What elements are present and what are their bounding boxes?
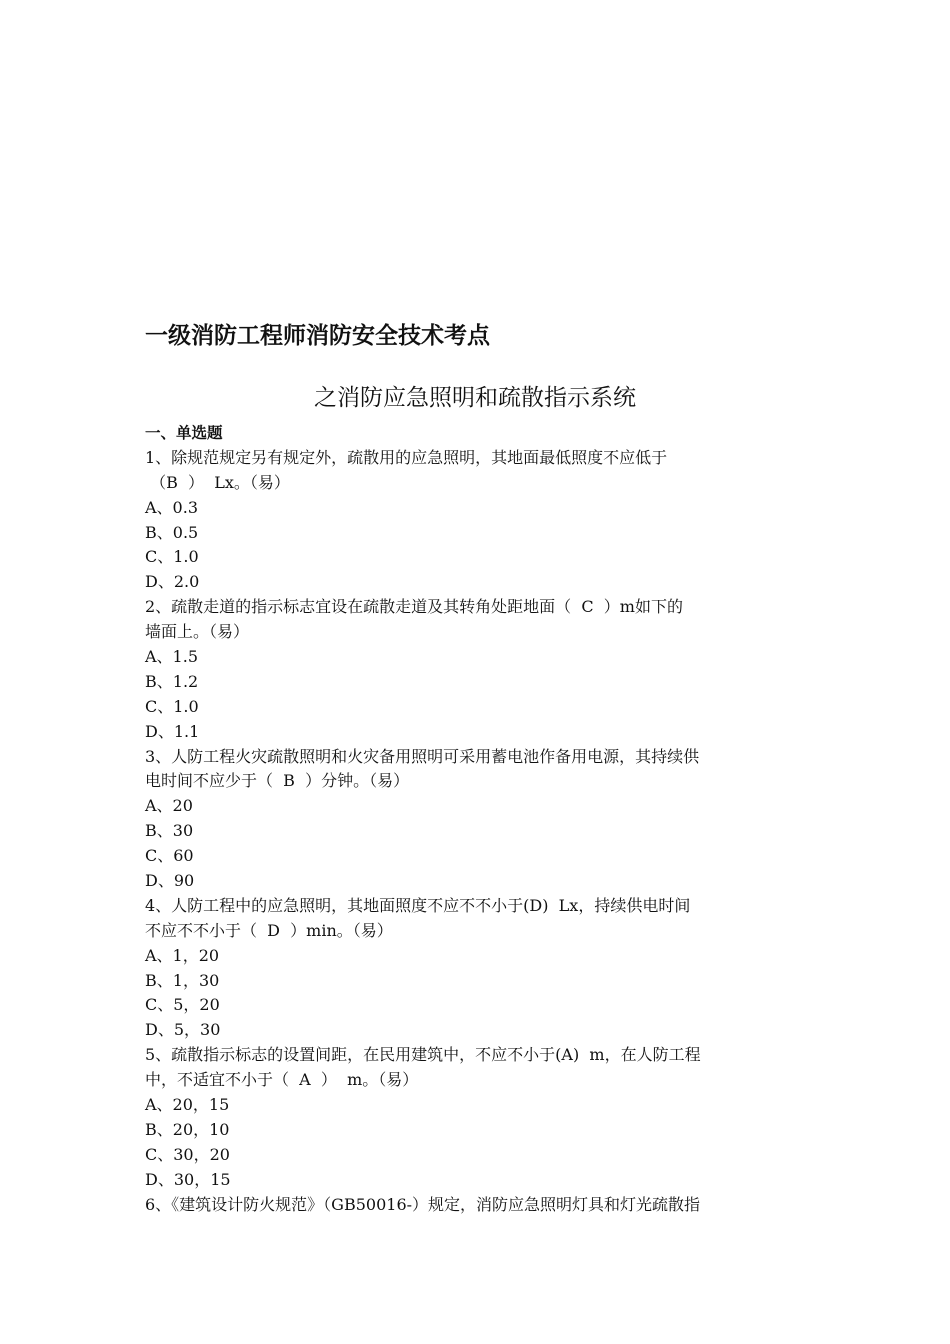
text-line: A、0.3 — [145, 497, 199, 517]
text-line: B、20，10 — [145, 1119, 230, 1139]
text-line: A、1，20 — [145, 945, 220, 965]
text-line: D、90 — [145, 871, 195, 891]
text-line: 电时间不应少于（ B ）分钟。（易） — [145, 771, 410, 791]
text-line: （B ） Lx。（易） — [145, 472, 290, 492]
text-line: C、60 — [145, 846, 194, 866]
text-line: C、5，20 — [145, 995, 220, 1015]
text-line: 6、《建筑设计防火规范》（GB50016-）规定，消防应急照明灯具和灯光疏散指 — [145, 1194, 701, 1214]
text-line: A、20 — [145, 796, 193, 816]
document-title: 一级消防工程师消防安全技术考点 — [145, 323, 490, 349]
text-line: 1、除规范规定另有规定外，疏散用的应急照明，其地面最低照度不应低于 — [145, 447, 668, 467]
text-line: D、1.1 — [145, 721, 200, 741]
text-line: C、1.0 — [145, 547, 199, 567]
text-line: 墙面上。（易） — [145, 622, 250, 642]
text-line: 2、疏散走道的指示标志宜设在疏散走道及其转角处距地面（ C ）m如下的 — [145, 597, 683, 617]
document-subtitle: 之消防应急照明和疏散指示系统 — [314, 385, 636, 411]
text-line: B、30 — [145, 821, 194, 841]
text-line: C、30，20 — [145, 1144, 230, 1164]
text-line: B、1.2 — [145, 671, 199, 691]
text-line: 4、人防工程中的应急照明，其地面照度不应不不小于(D) Lx，持续供电时间 — [145, 895, 691, 915]
text-line: A、20，15 — [145, 1095, 230, 1115]
text-line: 5、疏散指示标志的设置间距，在民用建筑中，不应不小于(A) m，在人防工程 — [145, 1045, 701, 1065]
text-line: D、5，30 — [145, 1020, 221, 1040]
text-line: 3、人防工程火灾疏散照明和火灾备用照明可采用蓄电池作备用电源，其持续供 — [145, 746, 700, 766]
document-body — [145, 421, 815, 1218]
text-line: B、1，30 — [145, 970, 220, 990]
text-line: 不应不不小于（ D ）min。（易） — [145, 920, 393, 940]
text-line: A、1.5 — [145, 647, 199, 667]
text-line: D、30，15 — [145, 1169, 231, 1189]
text-line: D、2.0 — [145, 572, 200, 592]
text-line: B、0.5 — [145, 522, 199, 542]
text-line: 中，不适宜不小于（ A ） m。（易） — [145, 1070, 419, 1090]
text-line: C、1.0 — [145, 696, 199, 716]
section-heading: 一、单选题 — [145, 424, 223, 442]
